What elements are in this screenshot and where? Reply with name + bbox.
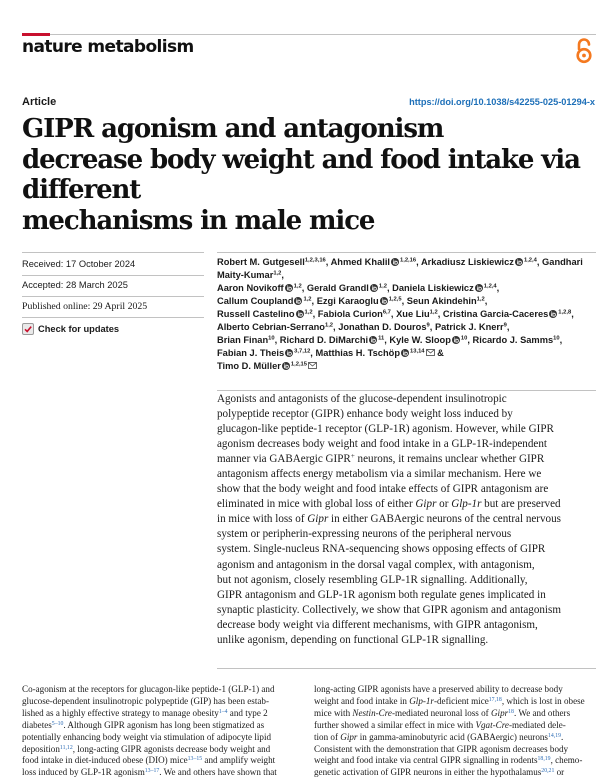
orcid-icon[interactable] [285, 283, 293, 291]
affiliation-ref: 11 [378, 335, 385, 342]
affiliation-ref: 9 [426, 322, 430, 329]
abstract-line: in mice with loss of Gipr in either GABAergic neurons of the central nervous [217, 513, 561, 526]
author-name[interactable]: Brian Finan [217, 335, 269, 346]
affiliation-ref: 3,7,12 [294, 348, 311, 355]
journal-name[interactable]: nature metabolism [22, 37, 194, 57]
abstract-divider [217, 668, 596, 669]
body-text-line: further showed a similar effect in mice with Vgat-Cre-mediated dele- [314, 719, 566, 730]
check-updates-label: Check for updates [38, 324, 120, 334]
author-name[interactable]: Daniela Liskiewicz [392, 283, 474, 294]
affiliation-ref: 1,2,15 [290, 361, 308, 368]
body-text-line: tion of Gipr in gamma-aminobutyric acid (GABAergic) neurons$^{14,19}$. [314, 731, 564, 742]
author-name[interactable]: Gandhari Maity-Kumar [217, 257, 583, 281]
affiliation-ref: 10 [460, 335, 468, 342]
authors-divider [217, 252, 596, 253]
affiliation-ref: 9 [503, 322, 507, 329]
author-name[interactable]: Richard D. DiMarchi [279, 335, 369, 346]
citation-link[interactable]: 1–4 [218, 708, 228, 715]
author-list: Robert M. Gutgesell$^{1,2,3,16}$, Ahmed Khalil $^{1,2,16}$, Arkadiusz Liskiewicz $^{1,2,4}$, Gandhari Maity-Kumar$^{1,2}$, Aaron Novikoff $^{1,2}$, Gerald Grandl $^{1,2}$, Daniela Liskiewicz $^{1,2,4}$, Callum Coupland $^{1,2}$, Ezgi Karaoglu $^{1,2,5}$, Seun Akindehin$^{1,2}$, Russell Castelino $^{1,2}$, Fabiola Curion$^{6,7}$, Xue Liu$^{1,2}$, Cristina Garcia-Caceres $^{1,2,8}$, Alberto Cebrian-Serrano$^{1,2}$, Jonathan D. Douros$^9$, Patrick J. Knerr$^9$, Brian Finan$^{10}$, Richard D. DiMarchi $^{11}$, Kyle W. Sloop $^{10}$, Ricardo J. Samms$^{10}$, Fabian J. Theis $^{3,7,12}$, Matthias H. Tschöp $^{13,14}$ & Timo D. Müller $^{1,2,15}$ [217, 257, 583, 372]
body-text-line: Co-agonism at the receptors for glucagon-like peptide-1 (GLP-1) and [22, 684, 275, 694]
orcid-icon[interactable] [475, 283, 483, 291]
affiliation-ref: 10 [553, 335, 560, 342]
citation-link[interactable]: 11,12 [59, 744, 73, 751]
email-icon[interactable] [308, 360, 317, 367]
abstract-line: Agonists and antagonists of the glucose-dependent insulinotropic [217, 393, 507, 405]
abstract-line: glucagon-like peptide-1 receptor (GLP-1R) agonism. However, while GIPR [217, 423, 554, 436]
body-column-right [314, 684, 598, 779]
author-name[interactable]: Ezgi Karaoglu [316, 296, 379, 307]
affiliation-ref: 1,2 [324, 322, 334, 329]
affiliation-ref: 1,2 [303, 296, 312, 303]
abstract-line: decrease body weight via different mechanisms, with GIPR antagonism, [217, 618, 538, 631]
abstract-line: manner via GABAergic GIPR+ neurons, it remains unclear whether GIPR [217, 452, 545, 466]
orcid-icon[interactable] [380, 296, 388, 304]
affiliation-ref: 1,2 [378, 283, 387, 290]
citation-link[interactable]: 13–15 [187, 756, 203, 763]
orcid-icon[interactable] [370, 283, 378, 291]
orcid-icon[interactable] [285, 348, 293, 356]
body-text-line: food intake in diet-induced obese (DIO) mice$^{13-15}$ and amplify weight [22, 755, 276, 766]
abstract-line: system. Single-nucleus RNA-sequencing shows opposing effects of GIPR [217, 543, 546, 556]
author-name[interactable]: Jonathan D. Douros [338, 322, 427, 333]
author-name[interactable]: Gerald Grandl [306, 283, 369, 294]
affiliation-ref: 1,2 [293, 283, 302, 290]
author-name[interactable]: Arkadiusz Liskiewicz [420, 257, 514, 267]
author-name[interactable]: Patrick J. Knerr [434, 322, 504, 333]
abstract-divider [217, 390, 596, 391]
affiliation-ref: 1,2 [273, 270, 282, 277]
affiliation-ref: 1,2,3,16 [304, 257, 326, 264]
orcid-icon[interactable] [549, 309, 557, 317]
affiliation-ref: 1,2 [476, 296, 485, 303]
citation-link[interactable]: 13–17 [144, 768, 160, 775]
body-text-line: potentially enhancing body weight via stimulation of adipocyte lipid [22, 731, 272, 742]
author-name[interactable]: Aaron Novikoff [217, 283, 284, 294]
journal-header-rule [22, 34, 596, 35]
author-name[interactable]: Fabian J. Theis [217, 348, 285, 359]
history-divider [22, 275, 204, 276]
body-text-line: loss induced by GLP-1R agonism$^{13-17}$. We and others have shown that [22, 767, 277, 778]
citation-link[interactable]: 18 [508, 708, 514, 715]
citation-link[interactable]: 20,21 [541, 768, 555, 775]
doi-link[interactable]: https://doi.org/10.1038/s42255-025-01294-x [409, 97, 595, 107]
published-date: Published online: 29 April 2025 [22, 301, 148, 312]
check-for-updates-button[interactable] [22, 323, 119, 335]
orcid-icon[interactable] [391, 257, 399, 265]
orcid-icon[interactable] [452, 335, 460, 343]
citation-link[interactable]: 14,19 [547, 732, 562, 739]
author-name[interactable]: Seun Akindehin [406, 296, 477, 307]
affiliation-ref: 10 [268, 335, 275, 342]
author-name[interactable]: Alberto Cebrian-Serrano [217, 322, 325, 333]
author-name[interactable]: Kyle W. Sloop [389, 335, 451, 346]
email-icon[interactable] [426, 347, 435, 354]
citation-link[interactable]: 5–10 [51, 720, 64, 727]
abstract-line: show that the body weight and food intake effects of GIPR antagonism are [217, 483, 549, 496]
author-name[interactable]: Matthias H. Tschöp [315, 348, 401, 359]
citation-link[interactable]: 18,19 [537, 756, 551, 763]
affiliation-ref: 1,2 [304, 309, 313, 316]
affiliation-ref: 1,2,8 [558, 309, 572, 316]
history-divider [22, 317, 204, 318]
author-name[interactable]: Ahmed Khalil [330, 257, 390, 267]
abstract-line: agonism decreases body weight and food intake in a GLP-1R-independent [217, 438, 547, 451]
history-divider [22, 252, 204, 253]
orcid-icon[interactable] [294, 296, 302, 304]
author-name[interactable]: Timo D. Müller [217, 361, 281, 372]
open-access-lock-icon[interactable] [573, 37, 595, 65]
author-name[interactable]: Fabiola Curion [317, 309, 383, 320]
affiliation-ref: 13,14 [410, 348, 425, 355]
abstract-line: antagonism affects energy metabolism via a similar mechanism. Here we [217, 468, 542, 481]
citation-link[interactable]: 17,18 [488, 696, 502, 703]
history-divider [22, 296, 204, 297]
body-text-line: weight and food intake in Glp-1r-deficient mice$^{17,18}$, which is lost in obese [314, 695, 585, 706]
body-text-line: deposition$^{11,12}$, long-acting GIPR agonists decrease body weight and [22, 743, 271, 754]
abstract-line: but not agonism, closely resembling GLP-1R signalling. Additionally, [217, 573, 528, 586]
abstract-line: agonism and antagonism in the dorsal vagal complex, with antagonism, [217, 558, 535, 571]
body-text-line: lished as a highly effective strategy to manage obesity$^{1-4}$ and type 2 [22, 707, 268, 718]
affiliation-ref: 1,2,5 [388, 296, 402, 303]
affiliation-ref: 1,2,16 [400, 257, 417, 264]
abstract-line: unlike agonism, depending on functional GLP-1R signalling. [217, 633, 489, 646]
body-text-line: long-acting GIPR agonists have a preserved ability to decrease body [314, 684, 563, 694]
accepted-date: Accepted: 28 March 2025 [22, 280, 128, 290]
body-text-line: weight and food intake via central GIPR signalling in rodents$^{18,19}$, chemo- [314, 755, 583, 766]
orcid-icon[interactable] [282, 361, 290, 369]
orcid-icon[interactable] [369, 335, 377, 343]
body-text-line: genetic activation of GIPR neurons in either the hypothalamus$^{20,21}$ or [314, 767, 565, 778]
abstract [217, 392, 597, 648]
author-name[interactable]: Callum Coupland [217, 296, 294, 307]
abstract-line: system or peripherin-expressing neurons of the peripheral nervous [217, 528, 512, 541]
author-name[interactable]: Xue Liu [396, 309, 430, 320]
author-name[interactable]: Russell Castelino [217, 309, 295, 320]
orcid-icon[interactable] [515, 257, 523, 265]
author-name[interactable]: Robert M. Gutgesell [217, 257, 305, 267]
orcid-icon[interactable] [296, 309, 304, 317]
abstract-line: synaptic plasticity. Collectively, we show that GIPR agonism and antagonism [217, 603, 561, 616]
received-date: Received: 17 October 2024 [22, 259, 136, 269]
affiliation-ref: 6,7 [382, 309, 391, 316]
affiliation-ref: 1,2 [429, 309, 438, 316]
journal-accent-bar [22, 33, 50, 36]
check-updates-icon [22, 323, 34, 335]
body-column-left [22, 684, 305, 779]
article-type-label: Article [22, 96, 57, 108]
abstract-line: eliminated in mice with global loss of either Gipr or Glp-1r but are preserved [217, 498, 561, 511]
body-text-line: mice with Nestin-Cre-mediated neuronal loss of Gipr$^{18}$. We and others [314, 707, 571, 718]
article-title: GIPR agonism and antagonism decrease body weight and food intake via different mechanisms in male mice [22, 114, 580, 236]
author-name[interactable]: Cristina Garcia-Caceres [442, 309, 549, 320]
body-text-line: Consistent with the demonstration that GIPR agonism decreases body [314, 743, 569, 754]
abstract-line: polypeptide receptor (GIPR) enhance body weight loss induced by [217, 408, 513, 421]
orcid-icon[interactable] [401, 348, 409, 356]
affiliation-ref: 1,2,4 [483, 283, 497, 290]
author-name[interactable]: Ricardo J. Samms [472, 335, 554, 346]
body-text-line: diabetes$^{5-10}$. Although GIPR agonism has long been stigmatized as [22, 719, 265, 730]
affiliation-ref: 1,2,4 [523, 257, 537, 264]
body-text-line: glucose-dependent insulinotropic polypeptide (GIP) has been estab- [22, 695, 269, 706]
abstract-line: GIPR antagonism and GLP-1R agonism both regulate genes implicated in [217, 588, 546, 601]
